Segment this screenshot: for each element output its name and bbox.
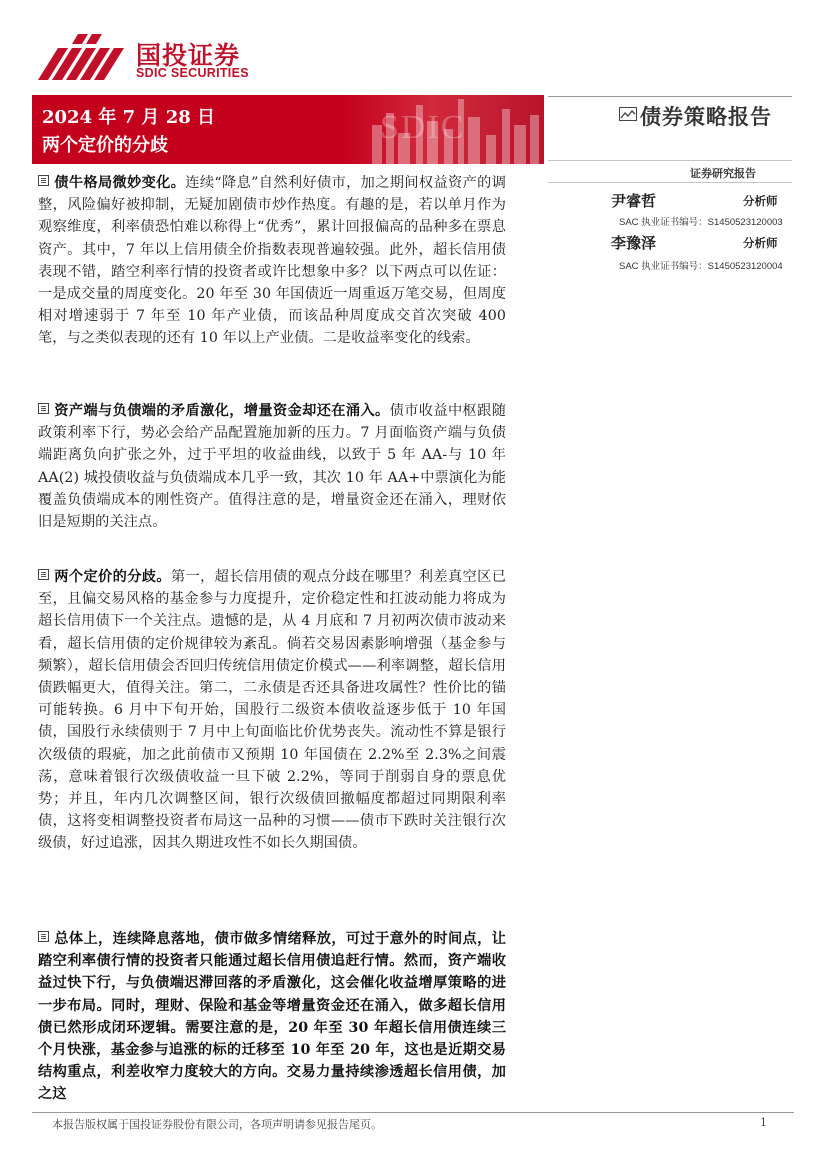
section-text: 第一，超长信用债的观点分歧在哪里？利差真空区已至，且偏交易风格的基金参与力度提升，定价稳定性和扛波动能力将成为超长信用债下一个关注点。遗憾的是，从 4 月底和 7 月初两次债市波动来看，超长信用债的定价规律较为紊乱。倘若交易因素影响增强（基金参与频繁），超长信用债会否回归传统信用债定价模式——利率调整，超长信用债跌幅更大，值得关注。第二，二永债是否还具备进攻属性？性价比的锚可能转换。6 月中下旬开始，国股行二级资本债收益逐步低于 10 年国债，国股行永续债则于 7 月中上旬面临比价优势丧失。流动性不算是银行次级债的瑕疵，加之此前债市又预期 10 年国债在 2.2%至 2.3%之间震荡，意味着银行次级债收益一旦下破 2.2%，等同于削弱自身的票息优势；并且，年内几次调整区间，银行次级债回撤幅度都超过同期限利率债，这将变相调整投资者布局这一品种的习惯——债市下跌时关注银行次级债，好过追涨，因其久期进攻性不如长久期国债。: [38, 569, 506, 852]
analyst-cert: SAC 执业证书编号：S1450523120004: [619, 261, 783, 272]
summary-paragraph: [38, 928, 506, 1106]
bullet-box-icon: [38, 403, 49, 414]
logo-english-name: SDIC SECURITIES: [136, 66, 249, 80]
divider: [548, 182, 792, 183]
bullet-box-icon: [38, 175, 49, 186]
footer-disclaimer: 本报告版权属于国投证券股份有限公司，各项声明请参见报告尾页。: [52, 1118, 382, 1131]
section-lead: 两个定价的分歧。: [54, 569, 171, 585]
report-type-label: 债券策略报告: [640, 104, 772, 129]
report-type-header: [548, 96, 792, 133]
analyst-role: 分析师: [743, 194, 778, 208]
logo-chinese-name: 国投证券: [136, 41, 241, 70]
line-chart-icon: [619, 107, 637, 121]
report-category: 证券研究报告: [690, 167, 756, 180]
section-lead: 资产端与负债端的矛盾激化，增量资金却还在涌入。: [54, 403, 390, 419]
analyst-name: 尹睿哲: [611, 192, 657, 210]
footer-divider: [32, 1112, 794, 1113]
report-date: 2024 年 7 月 28 日: [42, 107, 216, 128]
section-text: 连续“降息”自然利好债市，加之期间权益资产的调整，风险偏好被抑制，无疑加剧债市炒作热度。有趣的是，若以单月作为观察维度，利率债恐怕难以称得上“优秀”，累计回报偏高的品种多在票息资产。其中，7 年以上信用债全价指数表现普遍较强。此外，超长信用债表现不错，踏空利率行情的投资者或许比想象中多？以下两点可以佐证：一是成交量的周度变化。20 年至 30 年国债近一周重返万笔交易，但周度相对增速弱于 7 年至 10 年产业债，而该品种周度成交首次突破 400 笔，与之类似表现的还有 10 年以上产业债。二是收益率变化的线索。: [38, 175, 506, 347]
analyst-role: 分析师: [743, 236, 778, 250]
divider: [548, 160, 792, 161]
section-paragraph: [38, 400, 506, 533]
title-banner: [32, 95, 544, 164]
analyst-name: 李豫泽: [611, 234, 657, 252]
page-number: 1: [760, 1116, 767, 1129]
section-text: 债市收益中枢跟随政策利率下行，势必会给产品配置施加新的压力。7 月面临资产端与负债端距离负向扩张之外，过于平坦的收益曲线，以致于 5 年 AA-与 10 年 AA(2) 城投债收益与负债端成本几乎一致，其次 10 年 AA+中票演化为能覆盖负债端成本的刚性资产。值得注意的是，增量资金还在涌入，理财依旧是短期的关注点。: [38, 403, 506, 531]
company-logo: [38, 34, 268, 84]
bullet-box-icon: [38, 931, 49, 942]
section-paragraph: [38, 172, 506, 350]
report-title: 两个定价的分歧: [42, 135, 168, 156]
banner-watermark: SDIC: [380, 109, 466, 146]
section-paragraph: [38, 566, 506, 855]
sdic-logo-icon: [38, 34, 130, 80]
section-lead: 债牛格局微妙变化。: [54, 175, 186, 191]
summary-text: 总体上，连续降息落地，债市做多情绪释放，可过于意外的时间点，让踏空利率债行情的投资者只能通过超长信用债追赶行情。然而，资产端收益过快下行，与负债端迟滞回落的矛盾激化，这会催化收益增厚策略的进一步布局。同时，理财、保险和基金等增量资金还在涌入，做多超长信用债已然形成闭环逻辑。需要注意的是，20 年至 30 年超长信用债连续三个月快涨，基金参与追涨的标的迁移至 10 年至 20 年，这也是近期交易结构重点，利差收窄力度较大的方向。交易力量持续渗透超长信用债，加之这: [38, 931, 506, 1103]
bullet-box-icon: [38, 569, 49, 580]
analyst-cert: SAC 执业证书编号：S1450523120003: [619, 217, 783, 228]
